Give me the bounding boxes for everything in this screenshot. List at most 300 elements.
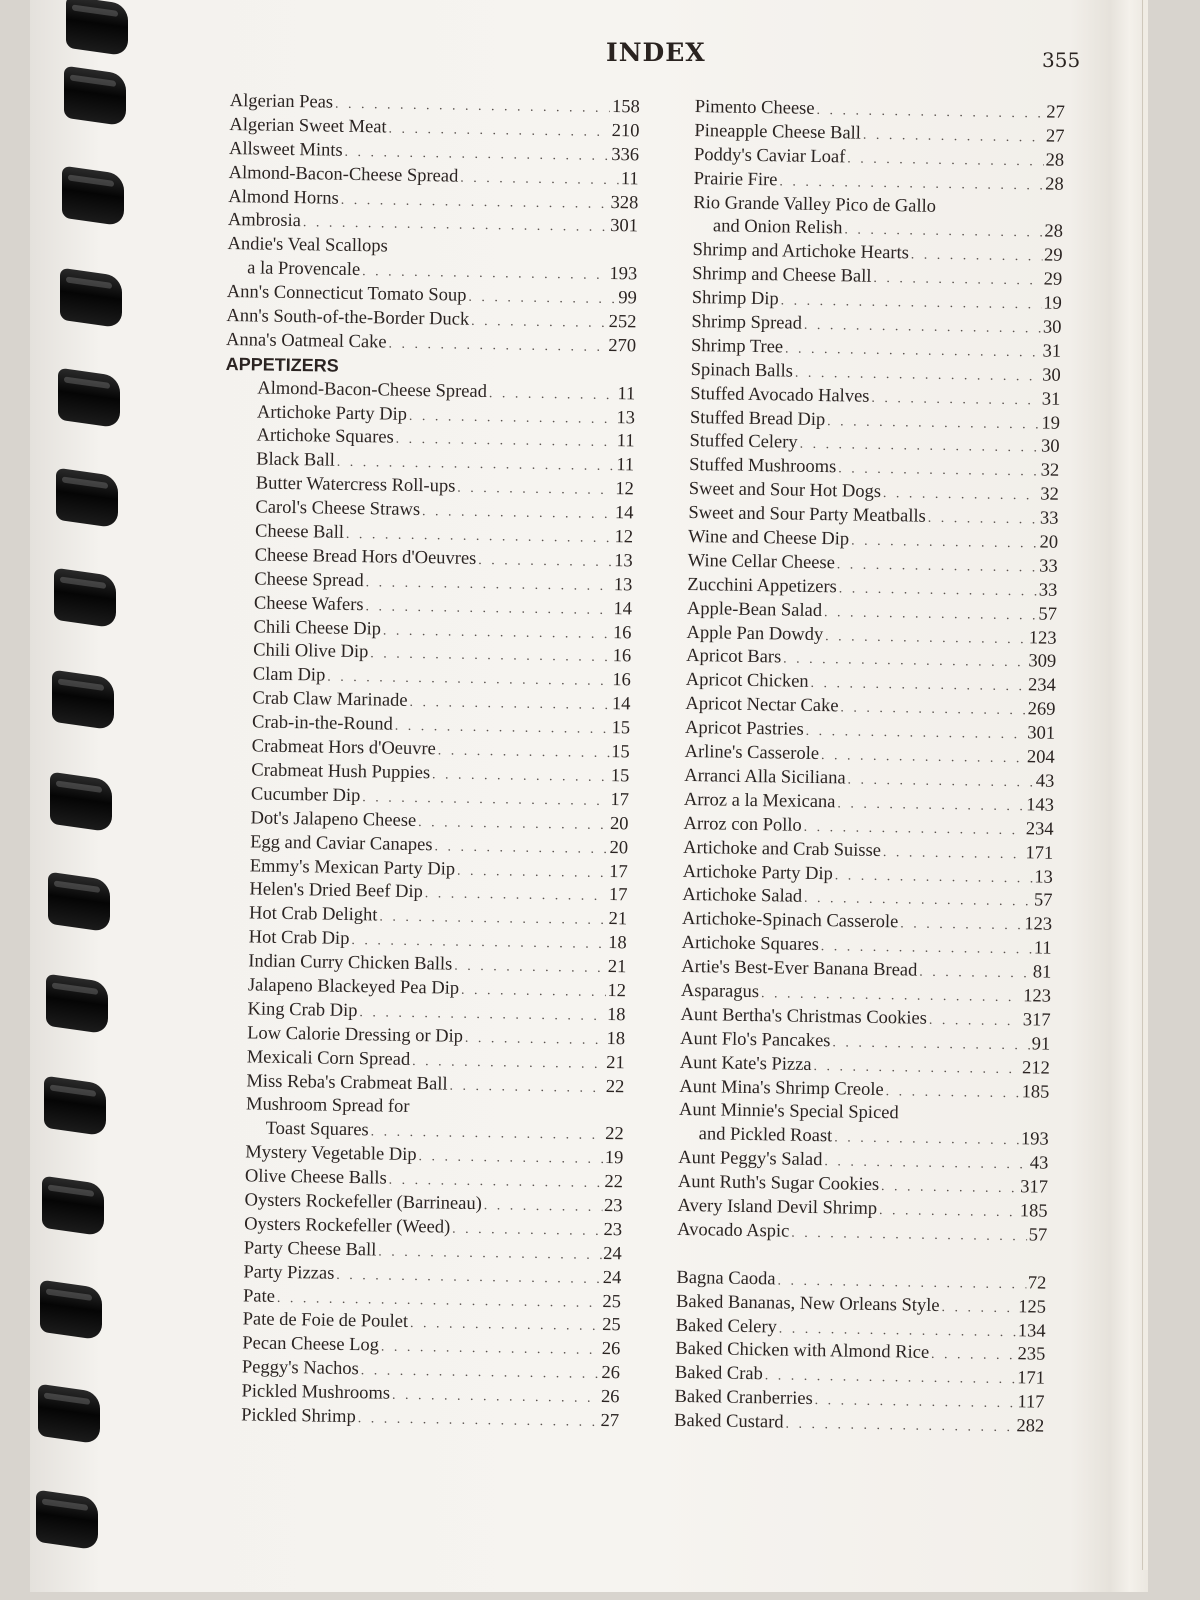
- entry-page: 11: [620, 168, 639, 190]
- leader-dots: [388, 332, 606, 359]
- entry-page: 23: [603, 1195, 623, 1217]
- leader-dots: [837, 553, 1038, 580]
- entry-title: Baked Crab: [674, 1363, 763, 1385]
- entry-title: Cheese Wafers: [253, 593, 364, 615]
- entry-title: Mexicali Corn Spread: [246, 1047, 411, 1070]
- entry-page: 28: [1044, 221, 1064, 243]
- entry-title: Shrimp Dip: [691, 288, 779, 310]
- entry-page: 13: [1034, 866, 1053, 888]
- leader-dots: [791, 1222, 1027, 1250]
- entry-page: 171: [1025, 842, 1054, 864]
- entry-page: 32: [1040, 484, 1059, 506]
- entry-page: 15: [610, 766, 630, 787]
- entry-page: 123: [1022, 986, 1052, 1007]
- entry-page: 33: [1038, 580, 1058, 601]
- entry-page: 26: [601, 1363, 621, 1384]
- entry-page: 210: [611, 120, 640, 142]
- entry-page: 18: [606, 1028, 626, 1050]
- index-entry-line: Andie's Veal Scallops: [227, 234, 388, 257]
- binding-ring: [36, 1490, 98, 1551]
- leader-dots: [457, 477, 613, 503]
- spiral-binding: [0, 0, 140, 1600]
- entry-page: 317: [1019, 1177, 1049, 1198]
- entry-page: 17: [609, 861, 628, 882]
- entry-title: Butter Watercress Roll-ups: [255, 473, 456, 497]
- entry-page: 20: [1039, 532, 1059, 553]
- entry-page: 57: [1033, 890, 1053, 912]
- page-number: 355: [1042, 48, 1081, 72]
- entry-page: 270: [608, 335, 637, 357]
- entry-page: 171: [1016, 1368, 1046, 1389]
- entry-page: 33: [1038, 556, 1058, 577]
- entry-title: Baked Celery: [675, 1315, 778, 1337]
- entry-page: 32: [1040, 460, 1060, 482]
- entry-title: Zucchini Appetizers: [687, 574, 837, 598]
- right-column: [674, 96, 1065, 1440]
- binding-ring: [44, 1076, 106, 1137]
- leader-dots: [409, 404, 615, 431]
- entry-page: 21: [607, 957, 627, 978]
- entry-page: 23: [603, 1219, 623, 1241]
- leader-dots: [379, 906, 606, 933]
- entry-title: Almond-Bacon-Cheese Spread: [228, 162, 459, 187]
- entry-title: Pineapple Cheese Ball: [694, 120, 862, 144]
- entry-page: 336: [611, 144, 640, 166]
- leader-dots: [941, 1296, 1016, 1321]
- entry-page: 11: [617, 383, 636, 405]
- entry-title: Stuffed Bread Dip: [689, 407, 826, 430]
- entry-page: 99: [618, 288, 637, 309]
- leader-dots: [871, 386, 1040, 413]
- entry-title: Ambrosia: [227, 210, 302, 232]
- entry-title: Spinach Balls: [690, 359, 794, 382]
- entry-title: Apple-Bean Salad: [686, 598, 823, 621]
- leader-dots: [840, 697, 1026, 724]
- entry-page: 125: [1018, 1296, 1047, 1318]
- entry-title: Artichoke and Crab Suisse: [683, 837, 882, 861]
- entry-page: 30: [1041, 365, 1061, 386]
- leader-dots: [832, 1031, 1030, 1058]
- leader-dots: [465, 1027, 605, 1053]
- entry-page: 15: [611, 718, 631, 739]
- entry-title: Jalapeno Blackeyed Pea Dip: [247, 975, 460, 999]
- entry-title: Almond-Bacon-Cheese Spread: [257, 378, 488, 402]
- leader-dots: [785, 1413, 1014, 1440]
- entry-title: Algerian Sweet Meat: [229, 114, 387, 138]
- entry-page: 17: [610, 789, 630, 811]
- entry-page: 28: [1045, 150, 1065, 171]
- binding-ring: [64, 66, 126, 127]
- entry-page: 317: [1022, 1010, 1051, 1031]
- entry-title: King Crab Dip: [247, 999, 358, 1021]
- leader-dots: [825, 625, 1027, 652]
- entry-page: 27: [1045, 126, 1065, 147]
- entry-page: 91: [1031, 1034, 1051, 1055]
- entry-title: Aunt Ruth's Sugar Cookies: [677, 1171, 880, 1196]
- entry-page: 31: [1041, 389, 1061, 410]
- entry-title: Stuffed Celery: [689, 431, 798, 454]
- left-column: [209, 90, 640, 1434]
- entry-page: 26: [600, 1387, 620, 1408]
- index-entry-line: Mushroom Spread for: [245, 1094, 410, 1118]
- binding-ring: [46, 974, 108, 1035]
- binding-ring: [38, 1384, 100, 1445]
- entry-page: 117: [1017, 1392, 1045, 1413]
- entry-title: Oysters Rockefeller (Barrineau): [244, 1190, 483, 1215]
- entry-page: 269: [1027, 699, 1056, 721]
- entry-page: 30: [1042, 317, 1062, 338]
- leader-dots: [410, 1312, 600, 1339]
- page-title: INDEX: [606, 38, 706, 67]
- entry-title: Baked Cranberries: [674, 1387, 813, 1410]
- entry-title: Clam Dip: [252, 664, 326, 686]
- entry-page: 81: [1032, 962, 1052, 983]
- entry-title: Apple Pan Dowdy: [686, 622, 824, 645]
- entry-title: Cheese Ball: [254, 521, 345, 543]
- entry-page: 24: [602, 1267, 622, 1288]
- entry-title: Aunt Peggy's Salad: [678, 1148, 823, 1171]
- entry-title: Arroz a la Mexicana: [683, 789, 836, 813]
- leader-dots: [919, 961, 1031, 987]
- entry-page: 22: [604, 1124, 624, 1145]
- entry-title: Aunt Bertha's Christmas Cookies: [680, 1004, 928, 1029]
- entry-title: Apricot Nectar Cake: [685, 694, 839, 717]
- entry-title: Carol's Cheese Straws: [255, 497, 421, 521]
- binding-ring: [58, 368, 120, 429]
- binding-ring: [62, 166, 124, 227]
- entry-title: Miss Reba's Crabmeat Ball: [246, 1070, 448, 1095]
- entry-page: 13: [613, 574, 633, 596]
- entry-title: Aunt Flo's Pancakes: [680, 1028, 831, 1051]
- entry-title: Peggy's Nachos: [241, 1357, 359, 1380]
- entry-page: 252: [608, 311, 637, 333]
- entry-title: Anna's Oatmeal Cake: [225, 329, 387, 353]
- entry-title: Ann's South-of-the-Border Duck: [226, 305, 470, 330]
- leader-dots: [452, 1217, 602, 1243]
- entry-title: Pecan Cheese Log: [242, 1333, 380, 1356]
- leader-dots: [815, 1389, 1016, 1416]
- entry-page: 282: [1016, 1416, 1045, 1437]
- leader-dots: [863, 124, 1044, 151]
- entry-page: 19: [1041, 413, 1061, 434]
- entry-title: Apricot Chicken: [685, 670, 809, 693]
- entry-page: 25: [601, 1315, 621, 1336]
- entry-page: 28: [1045, 174, 1064, 195]
- entry-title: Artichoke-Spinach Casserole: [681, 909, 899, 933]
- entry-page: 29: [1043, 269, 1063, 291]
- entry-page: 158: [611, 97, 640, 118]
- binding-ring: [66, 0, 128, 56]
- entry-page: 328: [610, 192, 639, 213]
- entry-title: Low Calorie Dressing or Dip: [247, 1023, 464, 1047]
- entry-title: Almond Horns: [228, 186, 339, 209]
- leader-dots: [454, 955, 606, 981]
- entry-page: 18: [607, 933, 627, 954]
- entry-title: Aunt Kate's Pizza: [679, 1052, 812, 1075]
- entry-page: 193: [609, 264, 638, 285]
- leader-dots: [396, 428, 615, 455]
- entry-title: Crab Claw Marinade: [252, 688, 408, 712]
- entry-page: 25: [602, 1291, 622, 1312]
- entry-page: 16: [612, 646, 632, 667]
- entry-page: 212: [1021, 1057, 1050, 1079]
- entry-title: and Onion Relish: [712, 216, 843, 239]
- entry-title: Olive Cheese Balls: [244, 1166, 387, 1189]
- leader-dots: [810, 672, 1026, 699]
- leader-dots: [834, 1127, 1019, 1154]
- entry-page: 22: [604, 1172, 624, 1193]
- entry-page: 13: [616, 407, 636, 428]
- leader-dots: [847, 768, 1034, 795]
- entry-title: Black Ball: [256, 449, 335, 472]
- entry-page: 27: [600, 1410, 620, 1432]
- entry-page: 301: [1027, 723, 1056, 744]
- leader-dots: [422, 500, 613, 527]
- entry-title: Mystery Vegetable Dip: [245, 1142, 417, 1166]
- leader-dots: [461, 979, 606, 1005]
- entry-page: 301: [609, 216, 639, 237]
- leader-dots: [851, 530, 1038, 557]
- entry-page: 14: [611, 694, 631, 715]
- leader-dots: [824, 601, 1037, 628]
- entry-title: Sweet and Sour Hot Dogs: [688, 479, 882, 503]
- entry-title: Egg and Caviar Canapes: [250, 832, 433, 855]
- entry-page: 29: [1043, 245, 1063, 267]
- index-entry-line: Aunt Minnie's Special Spiced: [678, 1100, 899, 1124]
- entry-page: 24: [603, 1243, 622, 1265]
- entry-page: 72: [1027, 1273, 1047, 1294]
- leader-dots: [358, 1407, 599, 1435]
- entry-page: 235: [1017, 1344, 1046, 1366]
- entry-title: Baked Custard: [674, 1410, 784, 1433]
- binding-ring: [40, 1280, 102, 1341]
- entry-title: Algerian Peas: [229, 90, 334, 113]
- entry-title: Wine Cellar Cheese: [687, 550, 836, 574]
- leader-dots: [468, 286, 616, 312]
- leader-dots: [928, 507, 1038, 533]
- entry-page: 123: [1024, 914, 1053, 935]
- entry-page: 30: [1040, 436, 1060, 458]
- entry-title: Baked Bananas, New Orleans Style: [675, 1291, 940, 1316]
- section-heading: APPETIZERS: [225, 353, 339, 376]
- entry-title: Pate de Foie de Poulet: [242, 1309, 409, 1333]
- entry-page: 57: [1038, 604, 1058, 625]
- entry-title: Avery Island Devil Shrimp: [677, 1195, 878, 1219]
- entry-title: Stuffed Mushrooms: [689, 455, 837, 478]
- entry-page: 11: [1033, 938, 1052, 959]
- entry-page: 234: [1025, 819, 1054, 840]
- entry-page: 204: [1026, 747, 1055, 768]
- entry-title: Oysters Rockefeller (Weed): [244, 1214, 451, 1238]
- entry-title: Wine and Cheese Dip: [687, 526, 850, 550]
- leader-dots: [388, 117, 609, 144]
- leader-dots: [478, 549, 612, 575]
- entry-page: 20: [609, 837, 629, 858]
- leader-dots: [873, 267, 1042, 294]
- leader-dots: [425, 883, 607, 910]
- leader-dots: [460, 166, 619, 192]
- entry-page: 14: [614, 503, 634, 524]
- entry-title: Hot Crab Dip: [248, 927, 350, 950]
- entry-title: Poddy's Caviar Loaf: [693, 144, 846, 168]
- entry-title: Artie's Best-Ever Banana Bread: [681, 956, 918, 981]
- page-edge: [1142, 0, 1148, 1570]
- entry-page: 134: [1017, 1320, 1046, 1342]
- entry-title: Artichoke Party Dip: [682, 861, 833, 884]
- entry-title: Party Cheese Ball: [243, 1238, 377, 1261]
- leader-dots: [432, 763, 609, 790]
- entry-page: 19: [1043, 293, 1062, 314]
- entry-title: Shrimp Tree: [690, 335, 784, 358]
- entry-title: Emmy's Mexican Party Dip: [249, 855, 456, 880]
- entry-page: 185: [1021, 1081, 1050, 1103]
- leader-dots: [489, 382, 616, 408]
- leader-dots: [409, 691, 610, 718]
- entry-page: 57: [1028, 1225, 1048, 1246]
- entry-page: 12: [614, 527, 634, 548]
- entry-title: Pickled Mushrooms: [241, 1381, 391, 1404]
- leader-dots: [418, 811, 608, 838]
- leader-dots: [471, 310, 607, 336]
- entry-title: Ann's Connecticut Tomato Soup: [226, 282, 467, 306]
- entry-title: Bagna Caoda: [676, 1267, 776, 1290]
- binding-ring: [50, 772, 112, 833]
- entry-page: 22: [605, 1076, 625, 1097]
- entry-title: Pate: [242, 1285, 276, 1307]
- leader-dots: [839, 577, 1037, 604]
- entry-title: Shrimp Spread: [691, 311, 803, 334]
- entry-title: Stuffed Avocado Halves: [690, 383, 870, 407]
- entry-page: 14: [613, 598, 633, 620]
- entry-title: Sweet and Sour Party Meatballs: [688, 503, 926, 527]
- entry-page: 16: [612, 622, 632, 643]
- entry-title: Crabmeat Hush Puppies: [251, 760, 431, 784]
- entry-page: 193: [1020, 1129, 1049, 1150]
- entry-title: and Pickled Roast: [698, 1124, 833, 1147]
- entry-page: 13: [613, 551, 633, 572]
- leader-dots: [883, 841, 1024, 867]
- index-page: [30, 0, 1148, 1592]
- entry-title: Arroz con Pollo: [683, 813, 802, 836]
- entry-page: 185: [1019, 1201, 1048, 1222]
- leader-dots: [418, 1145, 603, 1172]
- entry-page: 18: [606, 1004, 626, 1026]
- entry-title: Chili Olive Dip: [253, 640, 369, 663]
- leader-dots: [457, 859, 608, 885]
- binding-ring: [48, 872, 110, 933]
- leader-dots: [383, 619, 611, 646]
- entry-page: 16: [612, 670, 631, 691]
- entry-page: 20: [609, 813, 629, 835]
- entry-title: Cheese Bread Hors d'Oeuvres: [254, 545, 477, 569]
- entry-title: Prairie Fire: [693, 168, 778, 190]
- leader-dots: [378, 1240, 601, 1267]
- entry-title: Baked Chicken with Almond Rice: [675, 1339, 930, 1364]
- entry-title: Arline's Casserole: [684, 741, 820, 765]
- entry-title: Artichoke Salad: [682, 885, 803, 908]
- leader-dots: [881, 1175, 1018, 1201]
- entry-title: Arranci Alla Siciliana: [684, 765, 846, 789]
- entry-title: Artichoke Squares: [256, 425, 394, 449]
- entry-title: Cheese Spread: [254, 569, 364, 591]
- entry-page: 21: [608, 909, 628, 930]
- entry-title: Pimento Cheese: [694, 96, 815, 119]
- leader-dots: [484, 1194, 603, 1220]
- entry-page: 31: [1042, 341, 1062, 362]
- leader-dots: [438, 739, 610, 766]
- entry-title: Crab-in-the-Round: [251, 712, 393, 735]
- entry-title: Helen's Dried Beef Dip: [249, 879, 423, 903]
- entry-page: 43: [1035, 771, 1055, 792]
- index-entry-line: Rio Grande Valley Pico de Gallo: [693, 192, 937, 217]
- entry-title: Shrimp and Artichoke Hearts: [692, 240, 910, 264]
- entry-title: a la Provencale: [247, 258, 361, 281]
- entry-title: Artichoke Party Dip: [256, 402, 408, 425]
- entry-page: 234: [1027, 675, 1056, 697]
- entry-page: 43: [1029, 1153, 1049, 1174]
- entry-title: Cucumber Dip: [250, 784, 361, 806]
- leader-dots: [885, 1080, 1019, 1106]
- entry-title: Aunt Mina's Shrimp Creole: [679, 1076, 884, 1100]
- leader-dots: [821, 744, 1025, 771]
- entry-page: 27: [1046, 102, 1065, 123]
- binding-ring: [52, 670, 114, 731]
- entry-title: Pickled Shrimp: [241, 1405, 356, 1428]
- entry-page: 17: [608, 885, 628, 906]
- entry-page: 11: [616, 455, 635, 476]
- entry-title: Toast Squares: [265, 1118, 369, 1141]
- leader-dots: [381, 1336, 600, 1363]
- leader-dots: [929, 1009, 1021, 1034]
- entry-page: 12: [615, 479, 634, 500]
- entry-page: 123: [1028, 627, 1057, 649]
- entry-page: 12: [607, 980, 627, 1002]
- entry-title: Indian Curry Chicken Balls: [248, 951, 453, 975]
- binding-ring: [60, 268, 122, 329]
- binding-ring: [54, 568, 116, 629]
- entry-page: 309: [1028, 651, 1057, 673]
- entry-title: Apricot Bars: [686, 646, 782, 668]
- entry-page: 11: [616, 431, 635, 452]
- leader-dots: [847, 147, 1044, 174]
- leader-dots: [434, 835, 607, 862]
- binding-ring: [42, 1176, 104, 1237]
- leader-dots: [827, 410, 1040, 437]
- entry-title: Crabmeat Hors d'Oeuvre: [251, 736, 436, 760]
- leader-dots: [911, 244, 1043, 270]
- leader-dots: [837, 792, 1024, 819]
- leader-dots: [835, 864, 1033, 891]
- leader-dots: [449, 1074, 604, 1100]
- binding-ring: [56, 468, 118, 529]
- leader-dots: [879, 1199, 1018, 1225]
- entry-title: Apricot Pastries: [684, 718, 804, 740]
- entry-title: Shrimp and Cheese Ball: [692, 264, 872, 288]
- entry-page: 21: [606, 1052, 625, 1073]
- leader-dots: [900, 913, 1022, 939]
- entry-page: 15: [610, 742, 630, 763]
- entry-page: 143: [1025, 795, 1055, 816]
- entry-title: Chili Cheese Dip: [253, 617, 382, 640]
- entry-title: Avocado Aspic: [677, 1219, 790, 1242]
- entry-title: Allsweet Mints: [228, 138, 343, 161]
- entry-title: Party Pizzas: [243, 1261, 335, 1284]
- leader-dots: [392, 1384, 599, 1411]
- entry-title: Asparagus: [680, 980, 760, 1003]
- leader-dots: [931, 1343, 1016, 1368]
- entry-page: 19: [604, 1148, 624, 1169]
- entry-title: Hot Crab Delight: [248, 903, 378, 926]
